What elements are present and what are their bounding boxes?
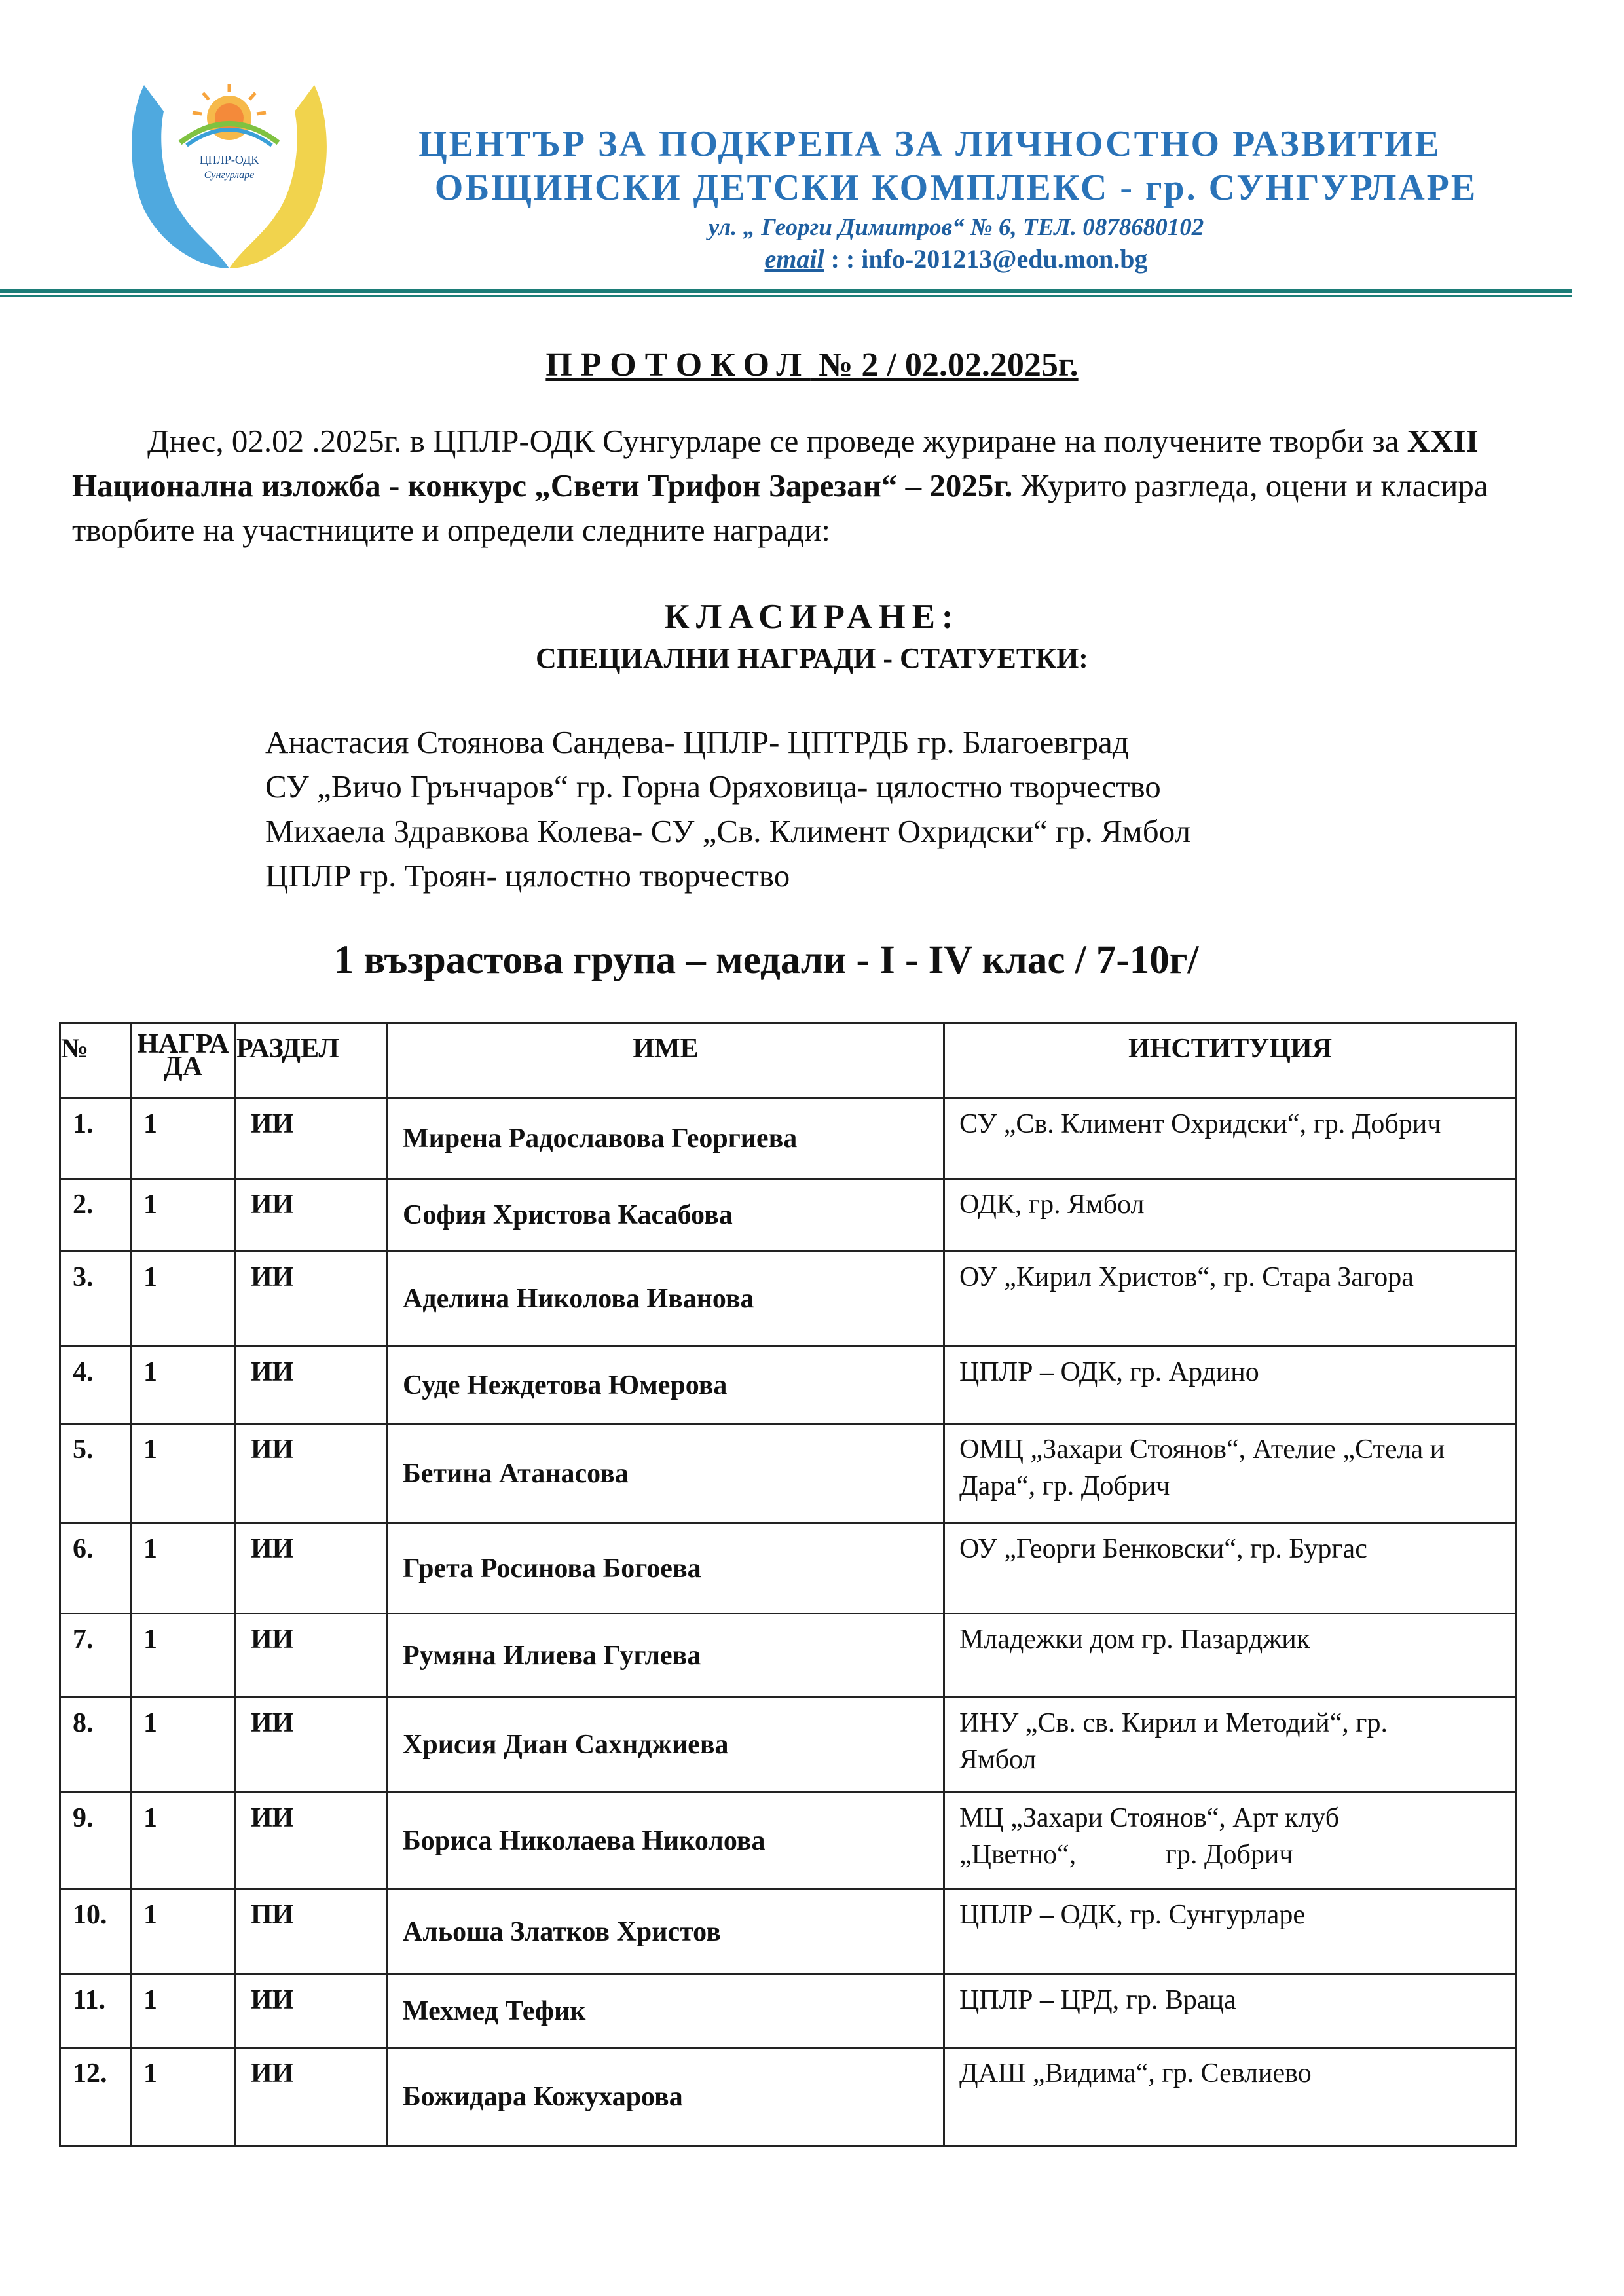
table-row: 8. 1 ИИ Хрисия Диан Сахнджиева ИНУ „Св. св. Кирил и Методий“, гр. Ямбол (60, 1698, 1517, 1793)
special-awards-heading: СПЕЦИАЛНИ НАГРАДИ - СТАТУЕТКИ: (536, 642, 1088, 674)
special-award-item: СУ „Вичо Грънчаров“ гр. Горна Оряховица- цялостно творчество (265, 769, 1161, 805)
header-divider-thin (0, 295, 1572, 297)
special-award-item: Михаела Здравкова Колева- СУ „Св. Климент Охридски“ гр. Ямбол (265, 813, 1191, 849)
org-address: ул. „ Георги Димитров“ № 6, ТЕЛ. 0878680102 (708, 214, 1204, 241)
email-label: email (764, 244, 824, 274)
table-row: 10. 1 ПИ Альоша Златков Христов ЦПЛР – ОДК, гр. Сунгурларе (60, 1889, 1517, 1975)
intro-paragraph: Днес, 02.02 .2025г. в ЦПЛР-ОДК Сунгурларе се проведе журиране на получените творби за XXII Национална изложба - конкурс „Свети Трифон Зарезан“ – 2025г. Журито разгледа, оцени и класира творбите на участниците и определи следните награди: (72, 423, 1488, 548)
table-row: 12. 1 ИИ Божидара Кожухарова ДАШ „Видима“, гр. Севлиево (60, 2048, 1517, 2146)
table-row: 3. 1 ИИ Аделина Николова Иванова ОУ „Кирил Христов“, гр. Стара Загора (60, 1252, 1517, 1347)
col-header-section: РАЗДЕЛ (236, 1023, 388, 1099)
age-group-title: 1 възрастова група – медали - I - IV клас / 7-10г/ (333, 938, 1199, 982)
special-award-item: ЦПЛР гр. Троян- цялостно творчество (265, 858, 790, 894)
table-row: 1. 1 ИИ Мирена Радославова Георгиева СУ „Св. Климент Охридски“, гр. Добрич (60, 1099, 1517, 1179)
col-header-number: № (60, 1023, 131, 1099)
table-header-row (60, 1023, 1517, 1099)
svg-text:ЦПЛР-ОДК: ЦПЛР-ОДК (199, 153, 259, 166)
hands-sun-logo (118, 72, 341, 282)
special-award-item: Анастасия Стоянова Сандева- ЦПЛР- ЦПТРДБ гр. Благоевград (265, 724, 1129, 760)
results-table (59, 1022, 1517, 2147)
org-email-line (393, 244, 1519, 274)
table-row: 6. 1 ИИ Грета Росинова Богоева ОУ „Георги Бенковски“, гр. Бургас (60, 1523, 1517, 1614)
org-name-line-2: ОБЩИНСКИ ДЕТСКИ КОМПЛЕКС - гр. СУНГУРЛАРЕ (434, 168, 1478, 208)
col-header-institution: ИНСТИТУЦИЯ (944, 1023, 1517, 1099)
protocol-title: ПРОТОКОЛ № 2 / 02.02.2025г. (545, 346, 1079, 384)
table-row: 9. 1 ИИ Бориса Николаева Николова МЦ „Захари Стоянов“, Арт клуб „Цветно“, гр. Добрич (60, 1793, 1517, 1889)
table-row: 11. 1 ИИ Мехмед Тефик ЦПЛР – ЦРД, гр. Враца (60, 1975, 1517, 2048)
header-divider (0, 289, 1572, 293)
table-row: 7. 1 ИИ Румяна Илиева Гуглева Младежки дом гр. Пазарджик (60, 1614, 1517, 1698)
col-header-award: НАГРА ДА (131, 1023, 236, 1099)
table-row: 5. 1 ИИ Бетина Атанасова ОМЦ „Захари Стоянов“, Ателие „Стела и Дара“, гр. Добрич (60, 1424, 1517, 1523)
ranking-heading: КЛАСИРАНЕ: (664, 598, 960, 636)
email-address[interactable]: info-201213@edu.mon.bg (861, 244, 1148, 274)
letterhead (0, 0, 1624, 308)
svg-text:Сунгурларе: Сунгурларе (204, 170, 255, 181)
org-name-line-1: ЦЕНТЪР ЗА ПОДКРЕПА ЗА ЛИЧНОСТНО РАЗВИТИЕ (418, 124, 1441, 164)
email-separator: : : (824, 244, 862, 274)
table-row: 4. 1 ИИ Суде Неждетова Юмерова ЦПЛР – ОДК, гр. Ардино (60, 1347, 1517, 1424)
table-row: 2. 1 ИИ София Христова Касабова ОДК, гр. Ямбол (60, 1179, 1517, 1252)
special-awards-list (265, 720, 1509, 898)
col-header-name: ИМЕ (388, 1023, 944, 1099)
